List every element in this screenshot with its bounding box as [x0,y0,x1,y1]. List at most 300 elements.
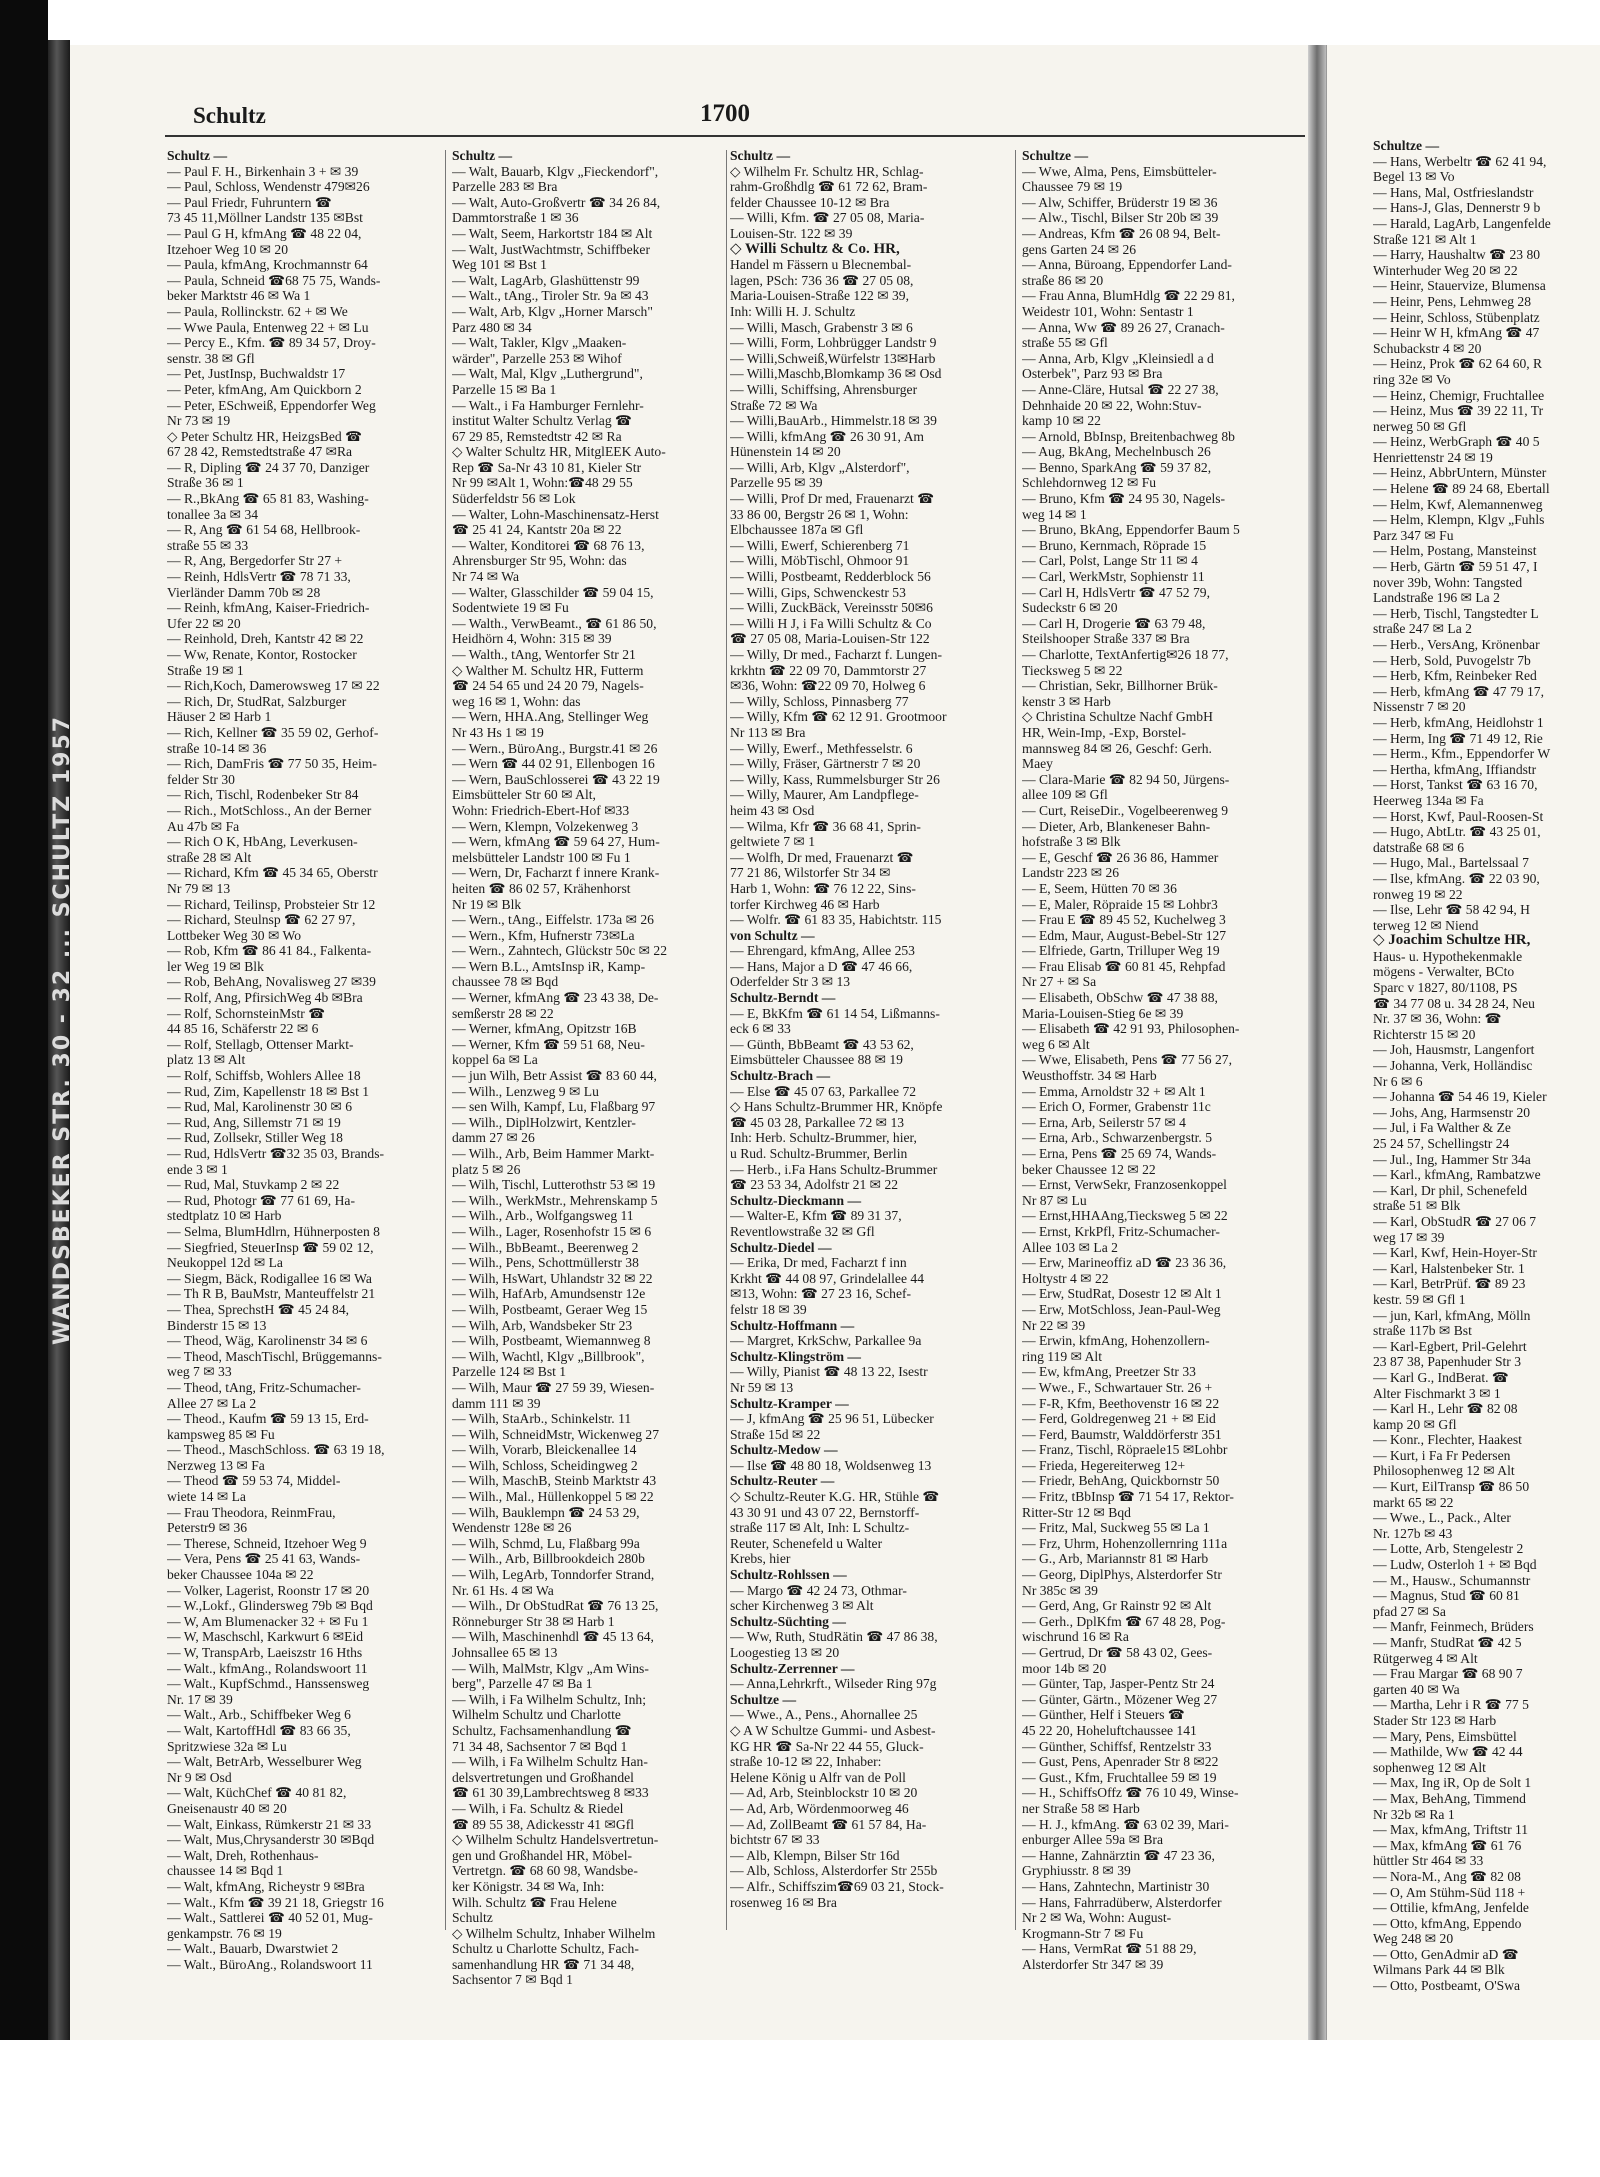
directory-line: sophenweg 12 ✉ Alt [1373,1759,1486,1775]
directory-line: — Margret, KrkSchw, Parkallee 9a [730,1333,922,1349]
directory-line: wiete 14 ✉ La [167,1489,246,1505]
directory-line: — H., SchiffsOffz ☎ 76 10 49, Winse- [1022,1785,1239,1801]
directory-line: — Wilh., Arb., Wolfgangsweg 11 [452,1208,634,1224]
directory-line: — Elisabeth ☎ 42 91 93, Philosophen- [1022,1021,1240,1037]
directory-line: — Willy, Schloss, Pinnasberg 77 [730,693,909,709]
directory-line: gen und Großhandel HR, Möbel- [452,1847,633,1863]
directory-line: — Ad, Arb, Wördenmoorweg 46 [730,1800,909,1816]
directory-line: — Herb, Kfm, Reinbeker Red [1373,668,1537,684]
directory-line: straße 51 ✉ Blk [1373,1198,1461,1214]
directory-line: — Walt, JustWachtmstr, Schiffbeker [452,241,650,257]
directory-line: — Theod, MaschTischl, Brüggemanns- [167,1348,382,1364]
directory-line: — Wilma, Kfr ☎ 36 68 41, Sprin- [730,818,921,834]
directory-line: — W.,Lokf., Glindersweg 79b ✉ Bqd [167,1598,373,1614]
directory-line: straße 10-12 ✉ 22, Inhaber: [730,1754,882,1770]
directory-line: ronweg 19 ✉ 22 [1373,886,1463,902]
directory-line: krkhtn ☎ 22 09 70, Dammtorstr 27 [730,662,927,678]
directory-line: Helene König u Alfr van de Poll [730,1769,906,1785]
directory-line: — Mathilde, Ww ☎ 42 44 [1373,1744,1523,1760]
directory-line: — Gust., Kfm, Fruchtallee 59 ✉ 19 [1022,1769,1217,1785]
directory-line: — Willi,BauArb., Himmelstr.18 ✉ 39 [730,413,937,429]
directory-line: delsvertretungen und Großhandel [452,1769,634,1785]
directory-line: — Walt., Kfm ☎ 39 21 18, Griegstr 16 [167,1894,384,1910]
directory-line: weg 7 ✉ 33 [167,1364,232,1380]
directory-line: — Günther, Schiffsf, Rentzelstr 33 [1022,1738,1212,1754]
directory-line: — Rich,Koch, Damerowsweg 17 ✉ 22 [167,678,380,694]
spine-lettering: WANDSBEKER STR. 30 - 32 ... SCHULTZ 1957 [50,714,75,1346]
directory-line: — M., Hausw., Schumannstr [1373,1572,1531,1588]
directory-line: berg", Parzelle 47 ✉ Ba 1 [452,1676,593,1692]
directory-line: Straße 36 ✉ 1 [167,475,244,491]
directory-line: Heidhörn 4, Wohn: 315 ✉ 39 [452,631,612,647]
directory-line: — Wilh., Dr ObStudRat ☎ 76 13 25, [452,1598,659,1614]
directory-line: Krogmann-Str 7 ✉ Fu [1022,1925,1144,1941]
directory-line: — Herb., VersAng, Krönenbar [1373,637,1540,652]
directory-line: — Werner, kfmAng ☎ 23 43 38, De- [452,990,659,1006]
directory-line: Vertretgn. ☎ 68 60 98, Wandsbe- [452,1863,638,1879]
directory-line: Ufer 22 ✉ 20 [167,615,241,631]
directory-line: — Heinz, Chemigr, Fruchtallee [1373,387,1545,403]
directory-line: felder Chaussee 10-12 ✉ Bra [730,194,890,210]
directory-line: — Ad, Arb, Steinblockstr 10 ✉ 20 [730,1785,918,1801]
directory-line: — Alfr., Schiffszim☎69 03 21, Stock- [730,1878,944,1894]
directory-line: — Ernst, KrkPfl, Fritz-Schumacher- [1022,1223,1220,1239]
directory-line: — Elfriede, Gartn, Trilluper Weg 19 [1022,943,1220,959]
directory-line: — Carl, WerkMstr, Sophienstr 11 [1022,569,1205,585]
directory-line: — Wilh, Wachtl, Klgv „Billbrook", [452,1348,645,1364]
directory-line: — Walt, LagArb, Glashüttenstr 99 [452,272,640,288]
directory-line: — Paul G H, kfmAng ☎ 48 22 04, [167,225,362,241]
directory-line: pfad 27 ✉ Sa [1373,1603,1446,1619]
directory-line: Schultz-Reuter — [730,1473,835,1489]
directory-line: — Wilh., Arb, Beim Hammer Markt- [452,1146,655,1161]
directory-line: — Walth., VerwBeamt., ☎ 61 86 50, [452,615,657,631]
directory-line: Tiecksweg 5 ✉ 22 [1022,662,1123,678]
directory-line: — Wilh, LegArb, Tonndorfer Strand, [452,1567,655,1583]
directory-line: — Theod., MaschSchloss. ☎ 63 19 18, [167,1442,385,1458]
directory-line: — Günter, Gärtn., Mözener Weg 27 [1022,1691,1218,1707]
directory-line: — Wilh, Vorarb, Bleickenallee 14 [452,1442,637,1458]
directory-line: — Harry, Haushaltw ☎ 23 80 [1373,247,1541,263]
directory-line: — Walt, kfmAng, Richeystr 9 ✉Bra [167,1878,365,1894]
directory-line: — Erika, Dr med, Facharzt f inn [730,1255,907,1271]
directory-line: Nr 32b ✉ Ra 1 [1373,1806,1455,1822]
column-rule [1015,150,1016,1930]
directory-line: — Wilh, Schloss, Scheidingweg 2 [452,1457,638,1473]
directory-line: — Pet, JustInsp, Buchwaldstr 17 [167,366,346,382]
directory-line: Nr 22 ✉ 39 [1022,1317,1086,1333]
directory-line: ◇ Wilhelm Schultz, Inhaber Wilhelm [452,1925,656,1941]
directory-line: — E, Geschf ☎ 26 36 86, Hammer [1022,849,1219,865]
directory-line: Haus- u. Hypothekenmakle [1373,948,1523,964]
directory-column-4 [1022,148,1304,1972]
directory-line: — Wilh, StaArb., Schinkelstr. 11 [452,1411,632,1427]
directory-line: Straße 19 ✉ 1 [167,662,244,678]
directory-line: — Walt., Bauarb, Dwarstwiet 2 [167,1941,339,1957]
directory-line: Maey [1022,756,1053,772]
directory-line: — Wern ☎ 44 02 91, Ellenbogen 16 [452,756,655,772]
directory-line: ☎ 27 05 08, Maria-Louisen-Str 122 [730,631,930,647]
directory-line: — Ferd, Goldregenweg 21 + ✉ Eid [1022,1411,1216,1427]
directory-line: Nr 2 ✉ Wa, Wohn: August- [1022,1910,1172,1926]
directory-line: Rütgerweg 4 ✉ Alt [1373,1650,1478,1666]
directory-line: — Christian, Sekr, Billhorner Brük- [1022,678,1218,694]
directory-line: — Elisabeth, ObSchw ☎ 47 38 88, [1022,990,1218,1006]
directory-line: Schubackstr 4 ✉ 20 [1373,340,1482,356]
directory-line: — Hans, Zahntechn, Martinistr 30 [1022,1878,1210,1894]
directory-line: platz 13 ✉ Alt [167,1052,246,1068]
directory-line: — Vera, Pens ☎ 25 41 63, Wands- [167,1551,361,1567]
directory-line: mannsweg 84 ✉ 26, Geschf: Gerh. [1022,740,1212,756]
directory-line: — Ew, kfmAng, Preetzer Str 33 [1022,1364,1196,1380]
directory-line: — Rud, Mal, Karolinenstr 30 ✉ 6 [167,1099,353,1115]
directory-line: — Walt, Arb, Klgv „Horner Marsch" [452,303,653,319]
directory-line: — Gust, Pens, Apenrader Str 8 ✉22 [1022,1754,1219,1770]
directory-line: straße 10-14 ✉ 36 [167,740,267,756]
directory-line: ◇ Walther M. Schultz HR, Futterm [452,662,644,678]
directory-line: Henriettenstr 24 ✉ 19 [1373,449,1493,465]
directory-line: — Karl, Dr phil, Schenefeld [1373,1182,1528,1198]
directory-line: — Reinh, HdlsVertr ☎ 78 71 33, [167,569,351,585]
directory-line: ☎ 61 30 39,Lambrechtsweg 8 ✉33 [452,1785,649,1801]
directory-line: — Ilse, kfmAng. ☎ 22 03 90, [1373,870,1540,886]
directory-line: — Willi H J, i Fa Willi Schultz & Co [730,615,932,631]
directory-line: — Rud, Ang, Sillemstr 71 ✉ 19 [167,1114,341,1130]
directory-line: straße 55 ✉ Gfl [1022,335,1108,351]
directory-line: Nr. 17 ✉ 39 [167,1691,233,1707]
directory-line: Dammtorstraße 1 ✉ 36 [452,210,579,226]
directory-line: Schultz — [730,148,791,163]
directory-line: — Wilh, Bauklempn ☎ 24 53 29, [452,1504,640,1520]
directory-line: — Kurt, EilTransp ☎ 86 50 [1373,1479,1530,1495]
directory-line: — Günther, Helf i Steuers ☎ [1022,1707,1185,1723]
directory-line: nover 39b, Wohn: Tangsted [1373,574,1523,590]
directory-line: platz 5 ✉ 26 [452,1161,521,1177]
directory-line: — Hans, Mal, Ostfrieslandstr [1373,184,1534,200]
directory-line: — Wilh, i Fa. Schultz & Riedel [452,1800,624,1816]
directory-line: — Harald, LagArb, Langenfelde [1373,215,1551,231]
directory-line: Vierländer Damm 70b ✉ 28 [167,584,321,600]
directory-line: straße 247 ✉ La 2 [1373,621,1472,637]
directory-line: — Jul, i Fa Walther & Ze [1373,1120,1511,1136]
directory-line: Inh: Willi H. J. Schultz [730,303,856,319]
directory-line: — Wern, Klempn, Volzekenweg 3 [452,818,639,834]
directory-line: tonallee 3a ✉ 34 [167,506,259,522]
directory-line: — Bruno, Kernmach, Röprade 15 [1022,537,1207,553]
directory-line: — Willi, Ewerf, Schierenberg 71 [730,537,910,553]
directory-line: Weusthoffstr. 34 ✉ Harb [1022,1068,1157,1084]
directory-line: straße 28 ✉ Alt [167,849,252,865]
directory-line: — R.,BkAng ☎ 65 81 83, Washing- [167,491,369,507]
directory-line: — Ernst, VerwSekr, Franzosenkoppel [1022,1177,1227,1193]
directory-line: — Johanna, Verk, Holländisc [1373,1058,1533,1074]
directory-line: Allee 27 ✉ La 2 [167,1395,257,1411]
directory-line: — Rich, Kellner ☎ 35 59 02, Gerhof- [167,724,379,740]
directory-line: — Walt, Auto-Großvertr ☎ 34 26 84, [452,194,661,210]
directory-line: allee 109 ✉ Gfl [1022,787,1108,803]
directory-line: kampsweg 85 ✉ Fu [167,1426,275,1442]
directory-line: Wilmans Park 44 ✉ Blk [1373,1962,1505,1978]
directory-line: u Rud. Schultz-Brummer, Berlin [730,1146,908,1161]
directory-line: ◇ Joachim Schultze HR, [1373,932,1531,949]
directory-line: — Ferd, Baumstr, Walddörferstr 351 [1022,1426,1222,1442]
directory-line: — Otto, Postbeamt, O'Swa [1373,1978,1521,1994]
directory-line: — Walt., Sattlerei ☎ 40 52 01, Mug- [167,1910,373,1926]
directory-column-1 [167,148,437,1972]
directory-line: — Ww, Renate, Kontor, Rostocker [167,647,357,662]
directory-line: ✉13, Wohn: ☎ 27 23 16, Schef- [730,1286,912,1302]
directory-line: — Otto, GenAdmir aD ☎ [1373,1946,1519,1962]
directory-line: — Edm, Maur, August-Bebel-Str 127 [1022,927,1227,943]
directory-line: Schultz-Hoffmann — [730,1317,855,1333]
directory-line: — Wilh., BbBeamt., Beerenweg 2 [452,1239,639,1255]
directory-line: — E, Seem, Hütten 70 ✉ 36 [1022,880,1177,896]
directory-line: — Karl H., Lehr ☎ 82 08 [1373,1401,1518,1417]
directory-line: — Willy, Pianist ☎ 48 13 22, Isestr [730,1364,928,1380]
directory-line: — Willy, Fräser, Gärtnerstr 7 ✉ 20 [730,756,921,772]
directory-line: — Magnus, Stud ☎ 60 81 [1373,1588,1520,1604]
running-head: Schultz [193,103,266,128]
directory-line: ◇ Wilhelm Schultz Handelsvertretun- [452,1832,659,1848]
directory-line: kamp 20 ✉ Gfl [1373,1416,1457,1432]
directory-line: — Wilh., DiplHolzwirt, Kentzler- [452,1114,636,1130]
directory-line: — Helm, Klempn, Klgv „Fuhls [1373,512,1545,528]
directory-line: rahm-Großhdlg ☎ 61 72 62, Bram- [730,179,928,195]
directory-line: kestr. 59 ✉ Gfl 1 [1373,1291,1466,1307]
directory-line: — Wilh, Schmd, Lu, Flaßbarg 99a [452,1535,640,1551]
directory-line: — Peter, ESchweiß, Eppendorfer Weg [167,397,376,413]
directory-line: — Wwe Paula, Entenweg 22 + ✉ Lu [167,319,369,335]
directory-line: wärder", Parzelle 253 ✉ Wihof [452,350,622,366]
directory-line: — Wilh., Lager, Rosenhofstr 15 ✉ 6 [452,1223,652,1239]
directory-line: — Walt, Mus,Chrysanderstr 30 ✉Bqd [167,1832,375,1848]
directory-line: — Herb, Tischl, Tangstedter L [1373,605,1539,621]
book-gutter [1308,45,1326,2045]
directory-line: Eimsbütteler Chaussee 88 ✉ 19 [730,1052,903,1068]
directory-line: — Walt., BüroAng., Rolandswoort 11 [167,1956,373,1972]
directory-line: beker Marktstr 46 ✉ Wa 1 [167,288,311,304]
directory-line: — Erw, Marineoffiz aD ☎ 23 36 36, [1022,1255,1227,1271]
directory-line: — F-R, Kfm, Beethovenstr 16 ✉ 22 [1022,1395,1220,1411]
directory-line: bichtstr 67 ✉ 33 [730,1832,820,1848]
directory-line: — Theod, Wäg, Karolinenstr 34 ✉ 6 [167,1333,368,1349]
directory-line: — Herm, Ing ☎ 71 49 12, Rie [1373,730,1543,746]
directory-line: Parzelle 283 ✉ Bra [452,179,558,195]
directory-line: Straße 15d ✉ 22 [730,1426,821,1442]
directory-line: damm 111 ✉ 39 [452,1395,541,1411]
directory-line: — Karl G., IndBerat. ☎ [1373,1369,1509,1385]
directory-line: — Benno, SparkAng ☎ 59 37 82, [1022,459,1212,475]
directory-line: — Herm., Kfm., Eppendorfer W [1373,746,1551,762]
directory-line: Lottbeker Weg 30 ✉ Wo [167,927,302,943]
directory-line: Wohn: Friedrich-Ebert-Hof ✉33 [452,802,630,818]
directory-line: Schultz, Fachsamenhandlung ☎ [452,1722,632,1738]
directory-line: Schultz [452,1910,493,1926]
directory-line: — Peter, kfmAng, Am Quickborn 2 [167,381,362,397]
directory-line: Maria-Louisen-Stieg 6e ✉ 39 [1022,1005,1184,1021]
directory-line: — Martha, Lehr i R ☎ 77 5 [1373,1697,1529,1713]
directory-line: ☎ 23 53 34, Adolfstr 21 ✉ 22 [730,1177,899,1193]
directory-line: Schultz-Kramper — [730,1395,849,1411]
directory-line: — Ehrengard, kfmAng, Allee 253 [730,943,915,959]
directory-line: institut Walter Schultz Verlag ☎ [452,413,632,429]
directory-line: Rep ☎ Sa-Nr 43 10 81, Kieler Str [452,459,642,475]
directory-line: — Erw, MotSchloss, Jean-Paul-Weg [1022,1301,1221,1317]
directory-line: — Walt., i Fa Hamburger Fernlehr- [452,397,644,413]
directory-line: — Heinz, Mus ☎ 39 22 11, Tr [1373,403,1544,419]
column-rule [445,150,446,1930]
directory-line: — Kurt, i Fa Fr Pedersen [1373,1447,1511,1463]
directory-line: — Walt, KartoffHdl ☎ 83 66 35, [167,1722,351,1738]
directory-line: Schultz-Rohlssen — [730,1567,847,1583]
directory-line: — Joh, Hausmstr, Langenfort [1373,1042,1535,1058]
directory-line: — Volker, Lagerist, Roonstr 17 ✉ 20 [167,1582,370,1598]
directory-line: — Emma, Arnoldstr 32 + ✉ Alt 1 [1022,1083,1206,1099]
directory-line: Nr 113 ✉ Bra [730,724,806,740]
directory-line: Wilhelm Schultz und Charlotte [452,1707,621,1723]
directory-line: Inh: Herb. Schultz-Brummer, hier, [730,1130,917,1146]
directory-line: — Karl., kfmAng, Rambatzwe [1373,1167,1541,1183]
directory-line: Itzehoer Weg 10 ✉ 20 [167,241,289,257]
directory-line: Peterstr9 ✉ 36 [167,1520,248,1536]
directory-line: — W, Am Blumenacker 32 + ✉ Fu 1 [167,1613,369,1629]
directory-line: — Wilh., Arb, Billbrookdeich 280b [452,1551,645,1567]
directory-line: ☎ 24 54 65 und 24 20 79, Nagels- [452,678,644,694]
directory-line: — Hans, Fahrradüberw, Alsterdorfer [1022,1894,1222,1910]
directory-line: terweg 12 ✉ Niend [1373,917,1479,933]
directory-line: — Paul F. H., Birkenhain 3 + ✉ 39 [167,163,359,179]
directory-line: — Rich, DamFris ☎ 77 50 35, Heim- [167,756,377,772]
directory-line: — Alw., Tischl, Bilser Str 20b ✉ 39 [1022,210,1219,226]
directory-line: — Walt, Takler, Klgv „Maaken- [452,335,627,351]
directory-line: — W, TranspArb, Laeiszstr 16 Hths [167,1645,363,1660]
directory-line: — Wwe, Elisabeth, Pens ☎ 77 56 27, [1022,1052,1232,1068]
directory-line: — Willi, Gips, Schwenckestr 53 [730,584,906,600]
directory-line: — Herb., i.Fa Hans Schultz-Brummer [730,1161,938,1177]
directory-line: — Wilh, i Fa Wilhelm Schultz Han- [452,1754,648,1770]
directory-line: — Alb, Klempn, Bilser Str 16d [730,1847,900,1863]
directory-line: — Percy E., Kfm. ☎ 89 34 57, Droy- [167,335,376,351]
directory-line: Weg 248 ✉ 20 [1373,1931,1454,1947]
directory-line: — Willi, kfmAng ☎ 26 30 91, Am [730,428,924,444]
directory-line: ◇ Wilhelm Fr. Schultz HR, Schlag- [730,163,924,179]
directory-line: — Werner, Kfm ☎ 59 51 68, Neu- [452,1036,645,1052]
directory-line: — Rolf, SchornsteinMstr ☎ [167,1005,326,1021]
directory-line: Nr. 127b ✉ 43 [1373,1525,1453,1541]
directory-line: — Nora-M., Ang ☎ 82 08 [1373,1868,1521,1884]
directory-line: — Th R B, BauMstr, Manteuffelstr 21 [167,1286,376,1302]
directory-line: — Johs, Ang, Harmsenstr 20 [1373,1104,1531,1120]
directory-line: — Ad, ZollBeamt ☎ 61 57 84, Ha- [730,1816,927,1832]
directory-line: kenstr 3 ✉ Harb [1022,693,1111,709]
directory-line: — Willi, Arb, Klgv „Alsterdorf", [730,459,910,475]
directory-line: straße 86 ✉ 20 [1022,272,1104,288]
directory-line: — Ludw, Osterloh 1 + ✉ Bqd [1373,1557,1537,1573]
directory-line: — Wilh., WerkMstr., Mehrenskamp 5 [452,1192,658,1208]
directory-line: ◇ A W Schultze Gummi- und Asbest- [730,1722,936,1738]
directory-line: — Wilh, MalMstr, Klgv „Am Wins- [452,1660,649,1676]
directory-line: ◇ Christina Schultze Nachf GmbH [1022,709,1213,725]
directory-line: Nr. 61 Hs. 4 ✉ Wa [452,1582,554,1598]
directory-line: — Erw, StudRat, Dosestr 12 ✉ Alt 1 [1022,1286,1222,1302]
directory-line: Straße 121 ✉ Alt 1 [1373,231,1477,247]
directory-line: — Wilh, Maur ☎ 27 59 39, Wiesen- [452,1379,655,1395]
directory-line: — Georg, DiplPhys, Alsterdorfer Str [1022,1567,1222,1583]
directory-line: kamp 10 ✉ 22 [1022,413,1101,429]
directory-line: — Walter, Lohn-Maschinensatz-Herst [452,506,659,522]
directory-line: — Günth, BbBeamt ☎ 43 53 62, [730,1036,914,1052]
directory-line: eck 6 ✉ 33 [730,1021,791,1037]
directory-line: — Wilh., Pens, Schottmüllerstr 38 [452,1255,639,1271]
directory-line: ner Straße 58 ✉ Harb [1022,1800,1140,1816]
directory-line: Nr 43 Hs 1 ✉ 19 [452,724,544,740]
directory-line: — Rolf, Ang, PfirsichWeg 4b ✉Bra [167,990,363,1006]
directory-line: — Herb, kfmAng, Heidlohstr 1 [1373,714,1544,730]
directory-line: Schultz-Diedel — [730,1239,832,1255]
directory-line: — Siegm, Bäck, Rodigallee 16 ✉ Wa [167,1270,372,1286]
directory-line: — Herb, kfmAng ☎ 47 79 17, [1373,683,1544,699]
directory-line: Binderstr 15 ✉ 13 [167,1317,267,1333]
directory-line: Dehnhaide 20 ✉ 22, Wohn:Stuv- [1022,397,1202,413]
directory-line: — Heinr, Stauervize, Blumensa [1373,278,1546,294]
directory-line: — Wolfr. ☎ 61 83 35, Habichtstr. 115 [730,912,942,928]
directory-line: — Walt., KupfSchmd., Hanssensweg [167,1676,370,1692]
directory-line: Weidestr 101, Wohn: Sentastr 1 [1022,303,1194,319]
directory-line: Eimsbütteler Str 60 ✉ Alt, [452,787,596,803]
directory-line: — jun, Karl, kfmAng, Mölln [1373,1307,1531,1323]
directory-line: — Walt, Bauarb, Klgv „Fieckendorf", [452,163,659,179]
directory-line: Parzelle 124 ✉ Bst 1 [452,1364,567,1380]
directory-line: — Willi,Maschb,Blomkamp 36 ✉ Osd [730,366,942,382]
directory-line: garten 40 ✉ Wa [1373,1681,1460,1697]
directory-line: Alsterdorfer Str 347 ✉ 39 [1022,1956,1164,1972]
directory-line: torfer Kirchweg 46 ✉ Harb [730,896,880,912]
directory-line: — Anna,Lehrkrft., Wilseder Ring 97g [730,1676,937,1692]
directory-line: — Wern, BauSchlosserei ☎ 43 22 19 [452,771,660,787]
directory-line: Holtystr 4 ✉ 22 [1022,1270,1109,1286]
directory-line: — Fritz, tBbInsp ☎ 71 54 17, Rektor- [1022,1489,1234,1505]
directory-line: — Ilse, Lehr ☎ 58 42 94, H [1373,902,1530,918]
directory-line: — Wolfh, Dr med, Frauenarzt ☎ [730,849,914,865]
directory-line: — Willi,Schweiß,Würfelstr 13✉Harb [730,350,936,366]
directory-line: — Carl H, HdlsVertr ☎ 47 52 79, [1022,584,1210,600]
directory-line: Loogestieg 13 ✉ 20 [730,1645,840,1660]
directory-line: — Hans, Werbeltr ☎ 62 41 94, [1373,153,1547,169]
directory-line: — Wilh, i Fa Wilhelm Schultz, Inh; [452,1691,646,1707]
directory-line: Schultz-Medow — [730,1442,838,1458]
page-number: 1700 [700,100,750,127]
directory-line: — Anna, Ww ☎ 89 26 27, Cranach- [1022,319,1225,335]
directory-line: ☎ 25 41 24, Kantstr 20a ✉ 22 [452,522,622,538]
directory-line: Weg 101 ✉ Bst 1 [452,257,547,273]
directory-line: — Wern, kfmAng ☎ 59 64 27, Hum- [452,834,660,850]
directory-line: 25 24 57, Schellingstr 24 [1373,1136,1510,1151]
directory-line: — Willy, Kfm ☎ 62 12 91. Grootmoor [730,709,947,725]
directory-line: — Willy, Kass, Rummelsburger Str 26 [730,771,940,787]
directory-line: — Theod ☎ 59 53 74, Middel- [167,1473,341,1489]
directory-line: 67 29 85, Remstedtstr 42 ✉ Ra [452,428,622,444]
directory-line: Allee 103 ✉ La 2 [1022,1239,1118,1255]
directory-line: Nr 74 ✉ Wa [452,569,520,585]
directory-line: — R, Dipling ☎ 24 37 70, Danziger [167,459,370,475]
directory-line: moor 14b ✉ 20 [1022,1660,1107,1676]
directory-line: — Wilh, MaschB, Steinb Marktstr 43 [452,1473,657,1489]
directory-line: — Wilh., Lenzweg 9 ✉ Lu [452,1083,599,1099]
scan-bottom-margin [0,2040,1600,2177]
directory-line: — Richard, Teilinsp, Probsteier Str 12 [167,896,376,912]
directory-line: — Helene ☎ 89 24 68, Ebertall [1373,481,1550,497]
directory-line: 77 21 86, Wilstorfer Str 34 ✉ [730,865,891,881]
